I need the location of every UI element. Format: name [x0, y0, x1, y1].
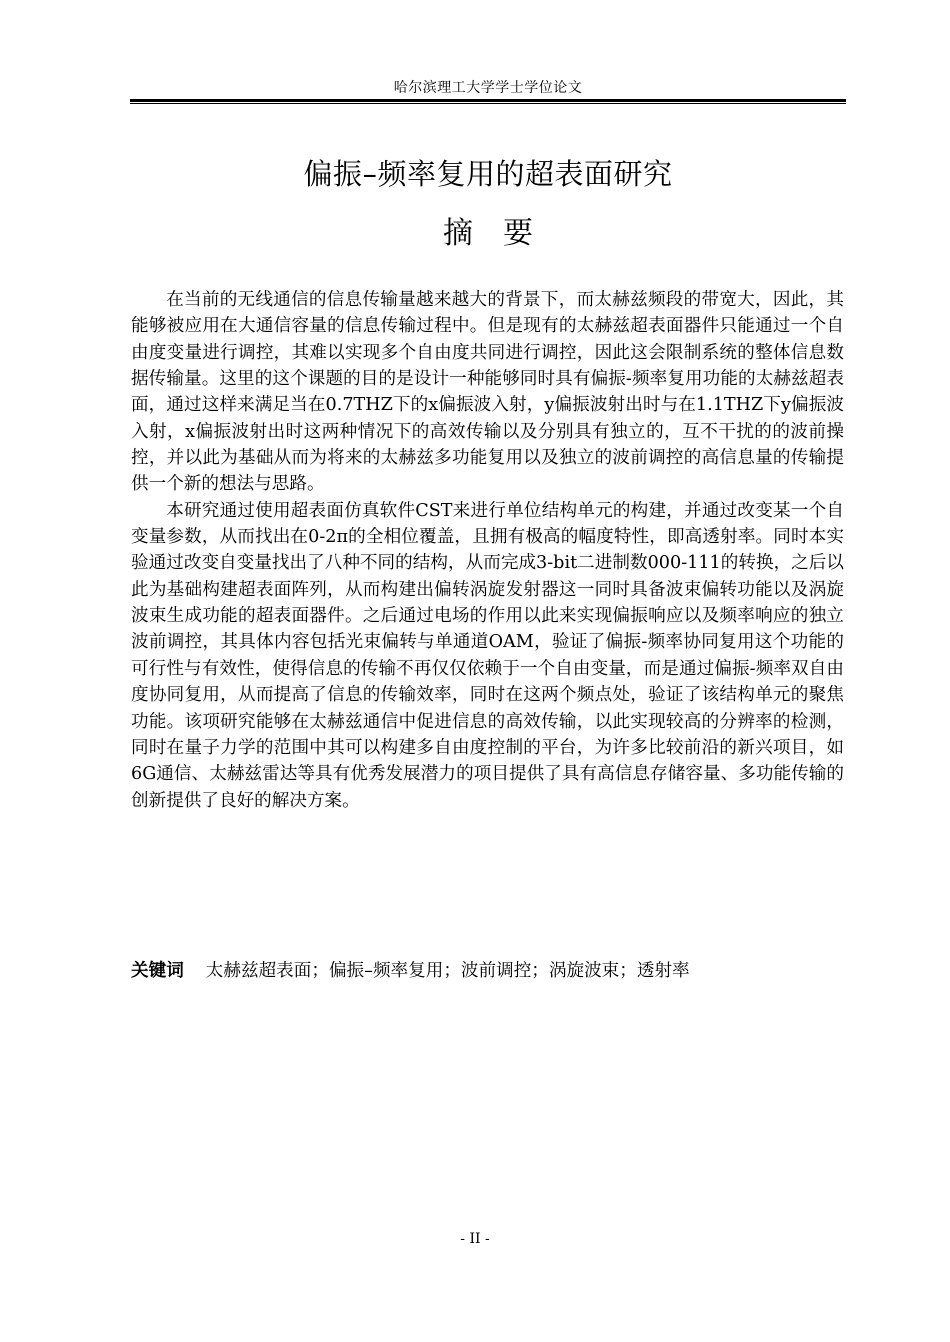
abstract-heading-char-1: 摘 [443, 216, 473, 251]
abstract-paragraph-1: 在当前的无线通信的信息传输量越来越大的背景下，而太赫兹频段的带宽大，因此，其能够被应用在大通信容量的信息传输过程中。但是现有的太赫兹超表面器件只能通过一个自由度变量进行调控，其难以实现多个自由度共同进行调控，因此这会限制系统的整体信息数据传输量。这里的这个课题的目的是设计一种能够同时具有偏振-频率复用功能的太赫兹超表面，通过这样来满足当在0.7THZ下的x偏振波入射，y偏振波射出时与在1.1THZ下y偏振波入射，x偏振波射出时这两种情况下的高效传输以及分别具有独立的，互不干扰的的波前操控，并以此为基础从而为将来的太赫兹多功能复用以及独立的波前调控的高信息量的传输提供一个新的想法与思路。 [131, 290, 844, 495]
running-header: 哈尔滨理工大学学士学位论文 [393, 80, 583, 96]
abstract-paragraph-2: 本研究通过使用超表面仿真软件CST来进行单位结构单元的构建，并通过改变某一个自变量参数，从而找出在0-2π的全相位覆盖，且拥有极高的幅度特性，即高透射率。同时本实验通过改变自变量找出了八种不同的结构，从而完成3-bit二进制数000-111的转换，之后以此为基础构建超表面阵列，从而构建出偏转涡旋发射器这一同时具备波束偏转功能以及涡旋波束生成功能的超表面器件。之后通过电场的作用以此来实现偏振响应以及频率响应的独立波前调控，其具体内容包括光束偏转与单通道OAM，验证了偏振-频率协同复用这个功能的可行性与有效性，使得信息的传输不再仅仅依赖于一个自由变量，而是通过偏振-频率双自由度协同复用，从而提高了信息的传输效率，同时在这两个频点处，验证了该结构单元的聚焦功能。该项研究能够在太赫兹通信中促进信息的高效传输，以此实现较高的分辨率的检测，同时在量子力学的范围中其可以构建多自由度控制的平台，为许多比较前沿的新兴项目，如6G通信、太赫兹雷达等具有优秀发展潜力的项目提供了具有高信息存储容量、多功能传输的创新提供了良好的解决方案。 [131, 500, 844, 811]
page-number: - II - [460, 1231, 490, 1247]
keywords-label: 关键词 [131, 961, 184, 981]
abstract-heading-char-2: 要 [503, 216, 533, 251]
keywords-text: 太赫兹超表面；偏振–频率复用；波前调控；涡旋波束；透射率 [205, 961, 690, 981]
keywords-line [131, 958, 844, 984]
header-rule [130, 99, 846, 104]
abstract-heading [130, 212, 846, 256]
paper-title: 偏振–频率复用的超表面研究 [303, 157, 673, 191]
abstract-body [131, 287, 844, 814]
